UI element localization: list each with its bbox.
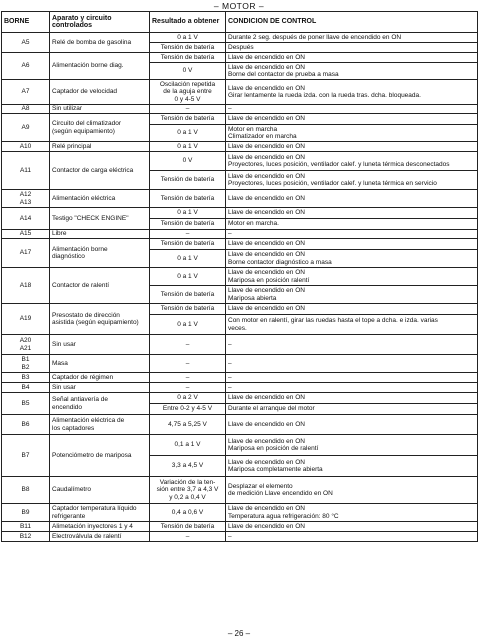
result-cell: 4,75 a 5,25 V: [150, 415, 226, 435]
condition-cell: Llave de encendido en ON Mariposa en posición de ralentí: [226, 435, 478, 456]
borne-cell: A19: [2, 304, 50, 335]
condition-cell: Llave de encendido en ON Proyectores, luces posición, ventilador calef. y luneta térmica desconectados: [226, 152, 478, 171]
result-cell: 0 a 1 V: [150, 208, 226, 219]
result-cell: –: [150, 355, 226, 373]
borne-cell: A20 A21: [2, 335, 50, 355]
result-cell: 0 a 1 V: [150, 315, 226, 335]
table-row: [2, 152, 478, 171]
table-row: [2, 435, 478, 456]
condition-cell: Llave de encendido en ON: [226, 114, 478, 125]
condition-cell: Llave de encendido en ON: [226, 415, 478, 435]
borne-cell: A10: [2, 142, 50, 152]
borne-cell: B12: [2, 532, 50, 542]
condition-cell: Llave de encendido en ON Mariposa completamente abierta: [226, 456, 478, 477]
condition-cell: –: [226, 335, 478, 355]
result-cell: Tensión de batería: [150, 239, 226, 250]
borne-cell: B6: [2, 415, 50, 435]
circuit-cell: Alimentación borne diagnóstico: [50, 239, 150, 268]
condition-cell: Llave de encendido en ON Girar lentamente la rueda izda. con la rueda tras. dcha. bloqueada.: [226, 80, 478, 105]
borne-cell: A18: [2, 268, 50, 304]
table-row: [2, 268, 478, 286]
result-cell: 0 a 1 V: [150, 250, 226, 268]
circuit-cell: Alimentación borne diag.: [50, 53, 150, 80]
result-cell: Tensión de batería: [150, 190, 226, 208]
table-row: [2, 522, 478, 532]
borne-cell: A6: [2, 53, 50, 80]
circuit-cell: Caudalímetro: [50, 477, 150, 504]
condition-cell: Con motor en ralentí, girar las ruedas hasta el tope a dcha. e izda. varias veces.: [226, 315, 478, 335]
circuit-cell: Captador de velocidad: [50, 80, 150, 105]
result-cell: –: [150, 373, 226, 383]
condition-cell: –: [226, 105, 478, 114]
result-cell: Tensión de batería: [150, 43, 226, 53]
result-cell: –: [150, 230, 226, 239]
borne-cell: A17: [2, 239, 50, 268]
circuit-cell: Captador temperatura líquido refrigerante: [50, 504, 150, 522]
condition-cell: Llave de encendido en ON: [226, 522, 478, 532]
borne-cell: B3: [2, 373, 50, 383]
result-cell: Tensión de batería: [150, 522, 226, 532]
table-body: [2, 33, 478, 542]
result-cell: 0 a 1 V: [150, 125, 226, 142]
result-cell: Tensión de batería: [150, 171, 226, 190]
borne-cell: A5: [2, 33, 50, 53]
condition-cell: Llave de encendido en ON Borne contactor diagnóstico a masa: [226, 250, 478, 268]
circuit-cell: Señal antiavería de encendido: [50, 393, 150, 415]
condition-cell: –: [226, 355, 478, 373]
result-cell: Oscilación repetida de la aguja entre 0 y 4-5 V: [150, 80, 226, 105]
circuit-cell: Testigo "CHECK ENGINE": [50, 208, 150, 230]
table-row: [2, 80, 478, 105]
condition-cell: –: [226, 532, 478, 542]
result-cell: Tensión de batería: [150, 219, 226, 230]
condition-cell: Llave de encendido en ON Mariposa abierta: [226, 286, 478, 304]
circuit-cell: Masa: [50, 355, 150, 373]
borne-cell: B9: [2, 504, 50, 522]
result-cell: Tensión de batería: [150, 304, 226, 315]
table-row: [2, 415, 478, 435]
result-cell: 0 a 1 V: [150, 142, 226, 152]
table-row: [2, 532, 478, 542]
borne-cell: A11: [2, 152, 50, 190]
condition-cell: Motor en marcha.: [226, 219, 478, 230]
condition-cell: –: [226, 383, 478, 393]
table-row: [2, 239, 478, 250]
borne-cell: B7: [2, 435, 50, 477]
borne-cell: A14: [2, 208, 50, 230]
table-row: [2, 393, 478, 404]
result-cell: 0,4 a 0,6 V: [150, 504, 226, 522]
page-footer: – 26 –: [227, 629, 251, 638]
borne-cell: B8: [2, 477, 50, 504]
header-borne: BORNE: [2, 12, 50, 33]
circuit-cell: Libre: [50, 230, 150, 239]
result-cell: Tensión de batería: [150, 286, 226, 304]
table-row: [2, 105, 478, 114]
result-cell: –: [150, 105, 226, 114]
circuit-cell: Potenciómetro de mariposa: [50, 435, 150, 477]
circuit-cell: Alimentación eléctrica: [50, 190, 150, 208]
table-row: [2, 53, 478, 63]
table-row: [2, 335, 478, 355]
header-condition: CONDICION DE CONTROL: [226, 12, 478, 33]
result-cell: 0 a 1 V: [150, 268, 226, 286]
borne-cell: A8: [2, 105, 50, 114]
table-row: [2, 383, 478, 393]
borne-cell: B4: [2, 383, 50, 393]
table-row: [2, 208, 478, 219]
circuit-cell: Circuito del climatizador (según equipamiento): [50, 114, 150, 142]
condition-cell: Desplazar el elemento de medición Llave encendido en ON: [226, 477, 478, 504]
result-cell: 0 V: [150, 63, 226, 80]
table-row: [2, 355, 478, 373]
table-row: [2, 230, 478, 239]
circuit-cell: Contactor de carga eléctrica: [50, 152, 150, 190]
condition-cell: Llave de encendido en ON: [226, 239, 478, 250]
table-row: [2, 504, 478, 522]
result-cell: 0 a 1 V: [150, 33, 226, 43]
result-cell: 0,1 a 1 V: [150, 435, 226, 456]
borne-cell: B11: [2, 522, 50, 532]
condition-cell: –: [226, 230, 478, 239]
table-row: [2, 373, 478, 383]
condition-cell: –: [226, 373, 478, 383]
table-row: [2, 142, 478, 152]
circuit-cell: Alimentación eléctrica de los captadores: [50, 415, 150, 435]
condition-cell: Llave de encendido en ON: [226, 393, 478, 404]
circuit-cell: Relé de bomba de gasolina: [50, 33, 150, 53]
borne-cell: B1 B2: [2, 355, 50, 373]
borne-cell: A15: [2, 230, 50, 239]
circuit-cell: Contactor de ralentí: [50, 268, 150, 304]
condition-cell: Durante 2 seg. después de poner llave de encendido en ON: [226, 33, 478, 43]
circuit-cell: Presostato de dirección asistida (según equipamiento): [50, 304, 150, 335]
circuit-cell: Alimetación inyectores 1 y 4: [50, 522, 150, 532]
table-row: [2, 114, 478, 125]
condition-cell: Motor en marcha Climatizador en marcha: [226, 125, 478, 142]
header-circuit: Aparato y circuito controlados: [50, 12, 150, 33]
table-row: [2, 33, 478, 43]
circuit-cell: Sin usar: [50, 383, 150, 393]
table-header-row: [2, 12, 478, 33]
result-cell: Tensión de batería: [150, 53, 226, 63]
result-cell: –: [150, 383, 226, 393]
result-cell: Variación de la ten- sión entre 3,7 a 4,3 V y 0,2 a 0,4 V: [150, 477, 226, 504]
circuit-cell: Sin usar: [50, 335, 150, 355]
condition-cell: Durante el arranque del motor: [226, 404, 478, 415]
condition-cell: Llave de encendido en ON Borne del contactor de prueba a masa: [226, 63, 478, 80]
condition-cell: Llave de encendido en ON: [226, 53, 478, 63]
borne-cell: B5: [2, 393, 50, 415]
circuit-cell: Electroválvula de ralentí: [50, 532, 150, 542]
condition-cell: Llave de encendido en ON: [226, 304, 478, 315]
condition-cell: Llave de encendido en ON Mariposa en posición ralentí: [226, 268, 478, 286]
borne-cell: A12 A13: [2, 190, 50, 208]
result-cell: Tensión de batería: [150, 114, 226, 125]
result-cell: –: [150, 335, 226, 355]
condition-cell: Después: [226, 43, 478, 53]
table-row: [2, 190, 478, 208]
borne-cell: A7: [2, 80, 50, 105]
control-table: [1, 11, 478, 542]
table-row: [2, 304, 478, 315]
table-row: [2, 477, 478, 504]
page-header: – MOTOR –: [213, 1, 265, 11]
condition-cell: Llave de encendido en ON: [226, 190, 478, 208]
header-result: Resultado a obtener: [150, 12, 226, 33]
result-cell: 3,3 a 4,5 V: [150, 456, 226, 477]
result-cell: 0 a 2 V: [150, 393, 226, 404]
condition-cell: Llave de encendido en ON: [226, 142, 478, 152]
circuit-cell: Relé principal: [50, 142, 150, 152]
condition-cell: Llave de encendido en ON Temperatura agua refrigeración: 80 °C: [226, 504, 478, 522]
result-cell: 0 V: [150, 152, 226, 171]
condition-cell: Llave de encendido en ON: [226, 208, 478, 219]
result-cell: –: [150, 532, 226, 542]
condition-cell: Llave de encendido en ON Proyectores, luces posición, ventilador calef. y luneta térmica en servicio: [226, 171, 478, 190]
circuit-cell: Sin utilizar: [50, 105, 150, 114]
result-cell: Entre 0-2 y 4-5 V: [150, 404, 226, 415]
circuit-cell: Captador de régimen: [50, 373, 150, 383]
borne-cell: A9: [2, 114, 50, 142]
